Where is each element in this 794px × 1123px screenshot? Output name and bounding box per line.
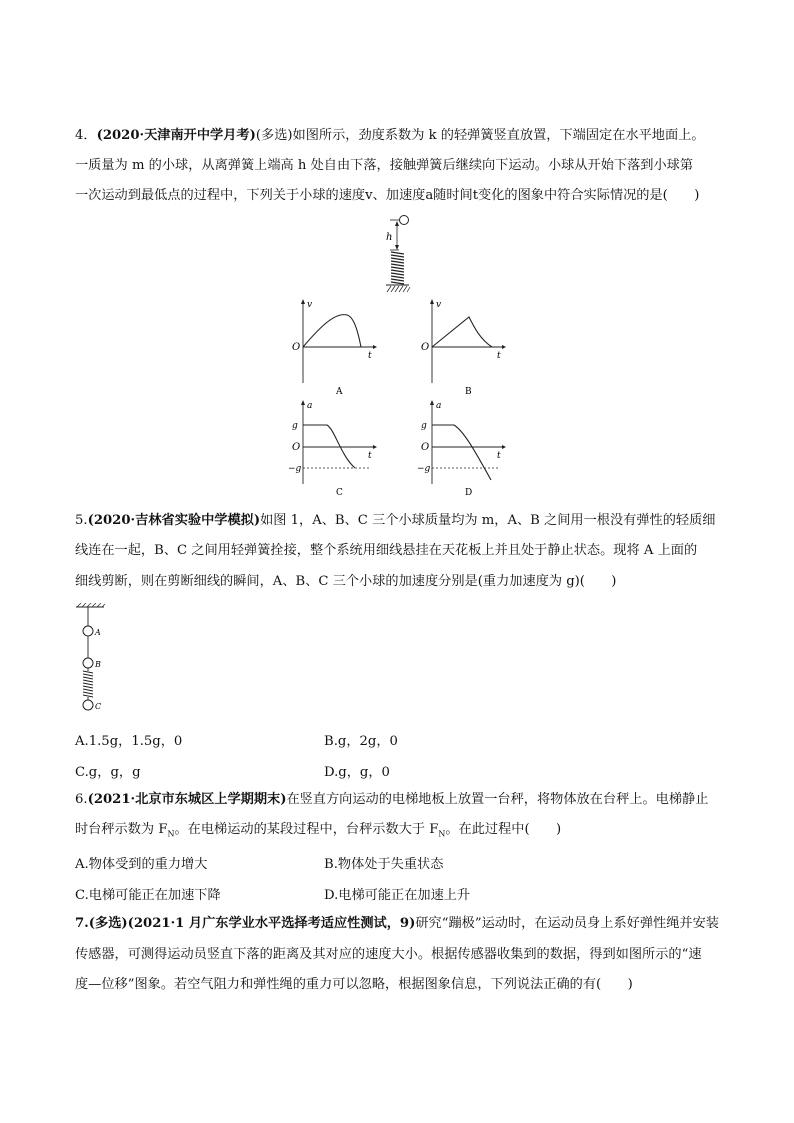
graph-c-neg-g: −g [288, 464, 302, 474]
graph-c-origin: O [292, 442, 301, 453]
graph-d [414, 398, 509, 498]
q6-fn-sub-1: N [167, 829, 175, 839]
q5-line-2: 线连在一起，B、C 之间用轻弹簧拴接，整个系统用细线悬挂在天花板上并且处于静止状态。现将 A 上面的 [75, 543, 698, 558]
ball-c [83, 700, 93, 710]
q4-line-1-text: (多选)如图所示，劲度系数为 k 的轻弹簧竖直放置，下端固定在水平地面上。 [255, 128, 705, 143]
q5-number: 5. [75, 513, 88, 528]
q6-line-2-a: 时台秤示数为 F [75, 822, 168, 837]
graph-a-xlabel: t [368, 351, 372, 361]
graph-b-origin: O [421, 342, 430, 353]
q6-line-1-text: 在竖直方向运动的电梯地板上放置一台秤，将物体放在台秤上。电梯静止 [286, 792, 709, 807]
hanging-balls-figure [72, 603, 112, 715]
graph-d-g: g [421, 421, 427, 431]
q7-line-1-text: 研究“蹦极”运动时，在运动员身上系好弹性绳并安装 [415, 916, 719, 931]
graph-a-ylabel: v [307, 300, 313, 310]
q6-option-c[interactable]: C.电梯可能正在加速下降 [75, 888, 221, 903]
ceiling-hatch [77, 603, 105, 607]
q4-line-1 [75, 127, 705, 145]
graph-c-xlabel: t [368, 451, 372, 461]
q6-option-a[interactable]: A.物体受到的重力增大 [75, 857, 208, 872]
graph-a [285, 297, 380, 397]
q5-option-c[interactable]: C.g，g，g [75, 765, 141, 780]
q6-number: 6. [75, 792, 88, 807]
graph-a-label: A [336, 387, 343, 397]
q5-source: (2020·吉林省实验中学模拟) [87, 513, 261, 528]
q4-line-3: 一次运动到最低点的过程中，下列关于小球的速度v、加速度a随时间t变化的图象中符合实际情况的是( ) [75, 188, 700, 203]
graph-a-origin: O [292, 342, 301, 353]
graph-c-label: C [336, 488, 343, 498]
q6-option-d[interactable]: D.电梯可能正在加速上升 [324, 888, 471, 903]
ball-c-label: C [95, 702, 102, 711]
graph-c-ylabel: a [307, 401, 313, 411]
q6-line-1 [75, 791, 708, 809]
q7-number: 7. [75, 916, 89, 931]
ball-a [83, 626, 93, 636]
ball-b [83, 658, 93, 668]
q6-option-b[interactable]: B.物体处于失重状态 [324, 857, 444, 872]
graph-b-ylabel: v [436, 300, 442, 310]
q6-line-2-b: 。在电梯运动的某段过程中，台秤示数大于 F [174, 822, 439, 837]
q7-line-3: 度—位移”图象。若空气阻力和弹性绳的重力可以忽略，根据图象信息，下列说法正确的有( ) [75, 977, 633, 992]
q7-line-2: 传感器，可测得运动员竖直下落的距离及其对应的速度大小。根据传感器收集到的数据，得到如图所示的“速 [75, 947, 702, 962]
q7-line-1 [75, 915, 719, 933]
graph-c-curve [303, 425, 355, 468]
q5-option-a[interactable]: A.1.5g，1.5g，0 [75, 734, 183, 749]
q4-number: 4． [75, 128, 97, 143]
q7-source: (多选)(2021·1 月广东学业水平选择考适应性测试，9) [88, 916, 416, 931]
q4-source: (2020·天津南开中学月考) [96, 128, 256, 143]
graph-c-g: g [292, 421, 298, 431]
graph-d-origin: O [421, 442, 430, 453]
graph-d-curve [432, 425, 491, 480]
graph-b-curve [432, 317, 492, 347]
falling-ball [400, 216, 409, 225]
graph-d-label: D [465, 488, 473, 498]
graph-a-curve [303, 315, 361, 347]
q5-option-b[interactable]: B.g，2g，0 [324, 734, 398, 749]
ball-a-label: A [95, 628, 101, 637]
graph-d-ylabel: a [436, 401, 442, 411]
height-label: h [386, 232, 393, 243]
graph-c [285, 398, 380, 498]
ground-hatch [387, 286, 410, 292]
q6-line-2 [75, 821, 561, 844]
ball-b-label: B [95, 660, 101, 669]
q6-fn-sub-2: N [438, 829, 446, 839]
q5-line-1 [75, 512, 716, 530]
graph-b-label: B [465, 387, 472, 397]
spring [391, 252, 404, 284]
spring-bc [83, 671, 93, 697]
q5-line-1-text: 如图 1，A、B、C 三个小球质量均为 m，A、B 之间用一根没有弹性的轻质细 [260, 513, 716, 528]
q6-source: (2021·北京市东城区上学期期末) [87, 792, 287, 807]
graph-d-xlabel: t [497, 451, 501, 461]
q5-option-d[interactable]: D.g，g，0 [324, 765, 390, 780]
spring-ball-figure [378, 212, 418, 294]
graph-b [414, 297, 509, 397]
q5-line-3: 细线剪断，则在剪断细线的瞬间，A、B、C 三个小球的加速度分别是(重力加速度为 g)( ) [75, 574, 617, 589]
graph-d-neg-g: −g [417, 464, 431, 474]
q4-line-2: 一质量为 m 的小球，从离弹簧上端高 h 处自由下落，接触弹簧后继续向下运动。小球从开始下落到小球第 [75, 158, 694, 173]
graph-b-xlabel: t [497, 351, 501, 361]
q6-line-2-c: 。在此过程中( ) [445, 822, 562, 837]
